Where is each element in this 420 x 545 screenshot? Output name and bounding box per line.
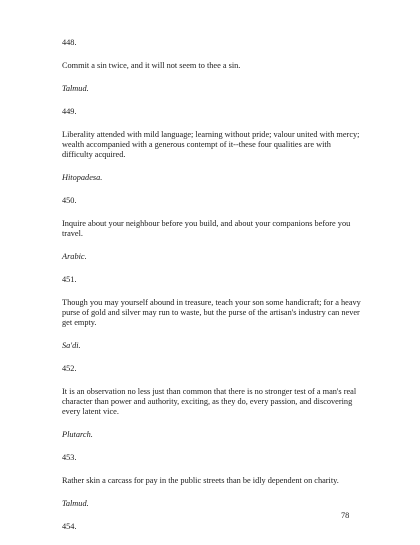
entry-451 (62, 275, 362, 351)
entry-number: 449. (62, 107, 77, 116)
entry-text: Commit a sin twice, and it will not seem to thee a sin. (62, 61, 241, 70)
entry-text: It is an observation no less just than common that there is no stronger test of a man's real character than power and authority, exciting, as they do, every passion, and discovering every latent vice. (62, 387, 357, 416)
entry-number: 453. (62, 453, 77, 462)
entry-453 (62, 453, 362, 509)
entry-number: 448. (62, 38, 77, 47)
entry-source: Talmud. (62, 499, 89, 508)
entry-449 (62, 107, 362, 183)
entry-text: Liberality attended with mild language; learning without pride; valour united with mercy; wealth accompanied with a generous contempt of it--these four qualities are with difficulty acquired. (62, 130, 360, 159)
entry-text: Rather skin a carcass for pay in the public streets than be idly dependent on charity. (62, 476, 339, 485)
entry-text: Though you may yourself abound in treasure, teach your son some handicraft; for a heavy purse of gold and silver may run to waste, but the purse of the artisan's industry can never get empty. (62, 298, 361, 327)
entry-454-number: 454. (62, 522, 77, 531)
entry-text: Inquire about your neighbour before you build, and about your companions before you travel. (62, 219, 351, 238)
entry-source: Talmud. (62, 84, 89, 93)
entry-source: Plutarch. (62, 430, 93, 439)
entry-number: 450. (62, 196, 77, 205)
entry-448 (62, 38, 362, 94)
entry-450 (62, 196, 362, 262)
page-number: 78 (341, 511, 350, 520)
entry-number: 451. (62, 275, 77, 284)
entry-source: Hitopadesa. (62, 173, 103, 182)
entry-452 (62, 364, 362, 440)
entry-source: Sa'di. (62, 341, 81, 350)
entry-number: 452. (62, 364, 77, 373)
entry-source: Arabic. (62, 252, 87, 261)
document-page (62, 38, 362, 545)
